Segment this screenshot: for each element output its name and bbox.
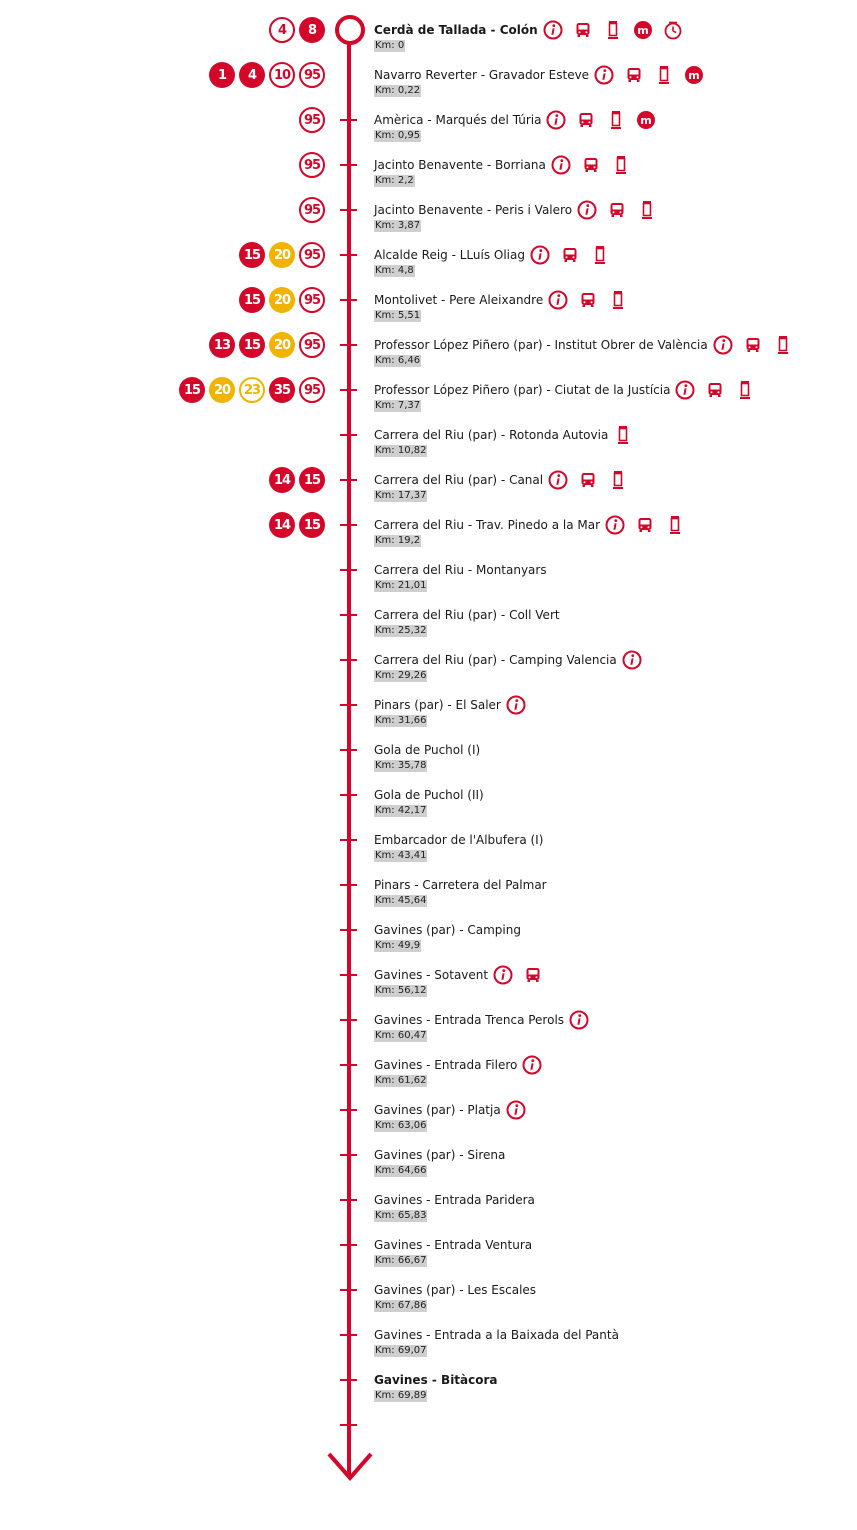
stop-km: Km: 0: [375, 40, 405, 51]
stop-km: Km: 10,82: [375, 445, 427, 456]
metro-icon[interactable]: [632, 19, 654, 41]
stop-name[interactable]: Gavines - Entrada a la Baixada del Pantà: [374, 1328, 619, 1342]
line-badge-1[interactable]: 1: [209, 62, 235, 88]
stop-lines: [299, 107, 325, 133]
line-badge-95[interactable]: 95: [299, 242, 325, 268]
stop-services: [505, 1099, 527, 1121]
route-start-circle: [335, 15, 365, 45]
stop-km: Km: 67,86: [375, 1300, 427, 1311]
info-icon[interactable]: [545, 109, 567, 131]
line-badge-14[interactable]: 14: [269, 512, 295, 538]
svg-text:m: m: [636, 24, 649, 37]
bus-icon[interactable]: [575, 109, 597, 131]
stop-name[interactable]: Carrera del Riu - Trav. Pinedo a la Mar: [374, 518, 601, 532]
line-badge-15[interactable]: 15: [179, 377, 205, 403]
stop-km: Km: 0,22: [375, 85, 421, 96]
stop-tick: [340, 1379, 357, 1381]
stop-name[interactable]: Carrera del Riu (par) - Camping Valencia: [374, 653, 617, 667]
line-badge-20[interactable]: 20: [269, 287, 295, 313]
stop-lines: [269, 17, 325, 43]
bus-icon[interactable]: [577, 469, 599, 491]
stop-km: Km: 0,95: [375, 130, 421, 141]
info-icon[interactable]: [492, 964, 514, 986]
stop-km: Km: 35,78: [375, 760, 427, 771]
stop-lines: [299, 152, 325, 178]
stop-name[interactable]: Pinars (par) - El Saler: [374, 698, 501, 712]
stop-km: Km: 21,01: [375, 580, 427, 591]
stop-km: Km: 17,37: [375, 490, 427, 501]
stop-lines: [299, 197, 325, 223]
stop-tick: [340, 839, 357, 841]
bus-stop-icon[interactable]: [636, 199, 658, 221]
bus-stop-icon[interactable]: [734, 379, 756, 401]
stop-name[interactable]: Gavines (par) - Camping: [374, 923, 521, 937]
stop-tick: [340, 929, 357, 931]
info-icon[interactable]: [542, 19, 564, 41]
stop-lines: [209, 332, 325, 358]
stop-tick: [340, 344, 357, 346]
line-badge-4[interactable]: 4: [269, 17, 295, 43]
stop-name[interactable]: Gavines - Sotavent: [374, 968, 489, 982]
route-end-arrow-icon: [326, 1450, 374, 1486]
info-icon[interactable]: [550, 154, 572, 176]
stop-name[interactable]: Gavines (par) - Sirena: [374, 1148, 506, 1162]
stop-tick: [340, 254, 357, 256]
stop-name[interactable]: Embarcador de l'Albufera (I): [374, 833, 544, 847]
info-icon[interactable]: [547, 289, 569, 311]
bus-stop-icon[interactable]: [607, 469, 629, 491]
stop-lines: [209, 62, 325, 88]
stop-services: [712, 334, 794, 356]
bus-icon[interactable]: [559, 244, 581, 266]
stop-name[interactable]: Jacinto Benavente - Borriana: [374, 158, 546, 172]
stop-name[interactable]: Navarro Reverter - Gravador Esteve: [374, 68, 590, 82]
info-icon[interactable]: [674, 379, 696, 401]
stop-tick: [340, 1424, 357, 1426]
stop-tick: [340, 299, 357, 301]
stop-name[interactable]: Carrera del Riu (par) - Canal: [374, 473, 544, 487]
stop-tick: [340, 1244, 357, 1246]
stop-tick: [340, 164, 357, 166]
stop-tick: [340, 1154, 357, 1156]
stop-tick: [340, 524, 357, 526]
stop-km: Km: 31,66: [375, 715, 427, 726]
metro-icon[interactable]: [635, 109, 657, 131]
stop-name[interactable]: Gavines - Bitàcora: [374, 1373, 498, 1387]
metro-icon[interactable]: [683, 64, 705, 86]
line-badge-15[interactable]: 15: [299, 467, 325, 493]
line-badge-95[interactable]: 95: [299, 107, 325, 133]
stop-services: [621, 649, 643, 671]
stop-tick: [340, 614, 357, 616]
info-icon[interactable]: [568, 1009, 590, 1031]
line-badge-20[interactable]: 20: [269, 242, 295, 268]
bus-stop-icon[interactable]: [653, 64, 675, 86]
line-badge-10[interactable]: 10: [269, 62, 295, 88]
stop-km: Km: 5,51: [375, 310, 421, 321]
stop-km: Km: 4,8: [375, 265, 414, 276]
line-badge-95[interactable]: 95: [299, 152, 325, 178]
stop-name[interactable]: Gavines (par) - Platja: [374, 1103, 501, 1117]
line-badge-23[interactable]: 23: [239, 377, 265, 403]
stop-km: Km: 42,17: [375, 805, 427, 816]
stop-km: Km: 43,41: [375, 850, 427, 861]
stop-services: [576, 199, 658, 221]
bus-icon[interactable]: [634, 514, 656, 536]
stop-tick: [340, 794, 357, 796]
stop-services: [550, 154, 632, 176]
bus-stop-icon[interactable]: [605, 109, 627, 131]
stop-lines: [269, 512, 325, 538]
line-badge-15[interactable]: 15: [239, 287, 265, 313]
stop-tick: [340, 1109, 357, 1111]
stop-km: Km: 49,9: [375, 940, 421, 951]
stop-km: Km: 69,89: [375, 1390, 427, 1401]
stop-name[interactable]: Cerdà de Tallada - Colón: [374, 23, 538, 37]
stop-km: Km: 29,26: [375, 670, 427, 681]
stop-services: [547, 469, 629, 491]
stop-services: [505, 694, 527, 716]
stop-name[interactable]: Amèrica - Marqués del Túria: [374, 113, 542, 127]
stop-name[interactable]: Carrera del Riu (par) - Rotonda Autovia: [374, 428, 609, 442]
stop-name[interactable]: Carrera del Riu (par) - Coll Vert: [374, 608, 560, 622]
line-badge-15[interactable]: 15: [299, 512, 325, 538]
info-icon[interactable]: [505, 694, 527, 716]
stop-tick: [340, 1019, 357, 1021]
stop-tick: [340, 569, 357, 571]
line-badge-13[interactable]: 13: [209, 332, 235, 358]
stop-name[interactable]: Gavines - Entrada Ventura: [374, 1238, 533, 1252]
stop-name[interactable]: Alcalde Reig - LLuís Oliag: [374, 248, 525, 262]
info-icon[interactable]: [521, 1054, 543, 1076]
bus-stop-icon[interactable]: [772, 334, 794, 356]
line-badge-95[interactable]: 95: [299, 332, 325, 358]
bus-icon[interactable]: [522, 964, 544, 986]
line-badge-95[interactable]: 95: [299, 287, 325, 313]
stop-services: [593, 64, 705, 86]
line-badge-15[interactable]: 15: [239, 332, 265, 358]
svg-text:m: m: [640, 114, 653, 127]
stop-km: Km: 45,64: [375, 895, 427, 906]
line-badge-4[interactable]: 4: [239, 62, 265, 88]
bus-icon[interactable]: [606, 199, 628, 221]
line-badge-8[interactable]: 8: [299, 17, 325, 43]
bus-icon[interactable]: [577, 289, 599, 311]
line-badge-14[interactable]: 14: [269, 467, 295, 493]
stop-services: [521, 1054, 543, 1076]
bus-icon[interactable]: [572, 19, 594, 41]
bus-stop-icon[interactable]: [589, 244, 611, 266]
stop-tick: [340, 749, 357, 751]
stop-km: Km: 19,2: [375, 535, 421, 546]
stop-services: [542, 19, 684, 41]
bus-stop-icon[interactable]: [610, 154, 632, 176]
info-icon[interactable]: [712, 334, 734, 356]
stop-name[interactable]: Jacinto Benavente - Peris i Valero: [374, 203, 573, 217]
bus-stop-icon[interactable]: [602, 19, 624, 41]
line-badge-95[interactable]: 95: [299, 62, 325, 88]
stop-lines: [239, 287, 325, 313]
stop-name[interactable]: Professor López Piñero (par) - Ciutat de la Justícia: [374, 383, 671, 397]
stop-km: Km: 56,12: [375, 985, 427, 996]
stop-km: Km: 64,66: [375, 1165, 427, 1176]
info-icon[interactable]: [576, 199, 598, 221]
line-badge-15[interactable]: 15: [239, 242, 265, 268]
stop-name[interactable]: Gola de Puchol (II): [374, 788, 484, 802]
info-icon[interactable]: [547, 469, 569, 491]
stop-name[interactable]: Gola de Puchol (I): [374, 743, 481, 757]
stop-name[interactable]: Gavines - Entrada Trenca Perols: [374, 1013, 565, 1027]
bus-icon[interactable]: [623, 64, 645, 86]
stop-name[interactable]: Pinars - Carretera del Palmar: [374, 878, 547, 892]
stop-lines: [269, 467, 325, 493]
stop-tick: [340, 884, 357, 886]
bus-stop-icon[interactable]: [607, 289, 629, 311]
stop-km: Km: 25,32: [375, 625, 427, 636]
stop-tick: [340, 479, 357, 481]
stop-km: Km: 2,2: [375, 175, 414, 186]
stop-tick: [340, 1199, 357, 1201]
bus-icon[interactable]: [704, 379, 726, 401]
line-badge-20[interactable]: 20: [269, 332, 295, 358]
stop-km: Km: 66,67: [375, 1255, 427, 1266]
stop-km: Km: 69,07: [375, 1345, 427, 1356]
bus-icon[interactable]: [580, 154, 602, 176]
stop-tick: [340, 1289, 357, 1291]
stop-services: [529, 244, 611, 266]
info-icon[interactable]: [593, 64, 615, 86]
stop-lines: [179, 377, 325, 403]
line-badge-35[interactable]: 35: [269, 377, 295, 403]
stop-services: [568, 1009, 590, 1031]
stop-tick: [340, 389, 357, 391]
bus-icon[interactable]: [742, 334, 764, 356]
line-badge-20[interactable]: 20: [209, 377, 235, 403]
info-icon[interactable]: [529, 244, 551, 266]
line-badge-95[interactable]: 95: [299, 197, 325, 223]
stop-tick: [340, 1064, 357, 1066]
stop-tick: [340, 209, 357, 211]
stop-name[interactable]: Professor López Piñero (par) - Institut Obrer de València: [374, 338, 708, 352]
stop-tick: [340, 974, 357, 976]
stop-km: Km: 3,87: [375, 220, 421, 231]
stop-km: Km: 65,83: [375, 1210, 427, 1221]
stop-name[interactable]: Gavines (par) - Les Escales: [374, 1283, 537, 1297]
svg-text:m: m: [688, 69, 700, 82]
info-icon[interactable]: [621, 649, 643, 671]
stop-services: [604, 514, 686, 536]
stop-services: [674, 379, 756, 401]
line-badge-95[interactable]: 95: [299, 377, 325, 403]
info-icon[interactable]: [604, 514, 626, 536]
stop-km: Km: 7,37: [375, 400, 421, 411]
stop-km: Km: 6,46: [375, 355, 421, 366]
stop-tick: [340, 119, 357, 121]
stop-tick: [340, 704, 357, 706]
info-icon[interactable]: [505, 1099, 527, 1121]
bus-stop-icon[interactable]: [612, 424, 634, 446]
stop-tick: [340, 434, 357, 436]
stop-tick: [340, 659, 357, 661]
stop-name[interactable]: Gavines - Entrada Filero: [374, 1058, 518, 1072]
bus-stop-icon[interactable]: [664, 514, 686, 536]
stop-services: [492, 964, 544, 986]
stop-services: [612, 424, 634, 446]
stop-tick: [340, 1334, 357, 1336]
stop-name[interactable]: Gavines - Entrada Paridera: [374, 1193, 535, 1207]
stop-services: [545, 109, 657, 131]
stop-name[interactable]: Carrera del Riu - Montanyars: [374, 563, 547, 577]
stop-km: Km: 60,47: [375, 1030, 427, 1041]
stop-km: Km: 63,06: [375, 1120, 427, 1131]
stop-lines: [239, 242, 325, 268]
stop-name[interactable]: Montolivet - Pere Aleixandre: [374, 293, 544, 307]
clock-icon[interactable]: [662, 19, 684, 41]
stop-km: Km: 61,62: [375, 1075, 427, 1086]
stop-services: [547, 289, 629, 311]
